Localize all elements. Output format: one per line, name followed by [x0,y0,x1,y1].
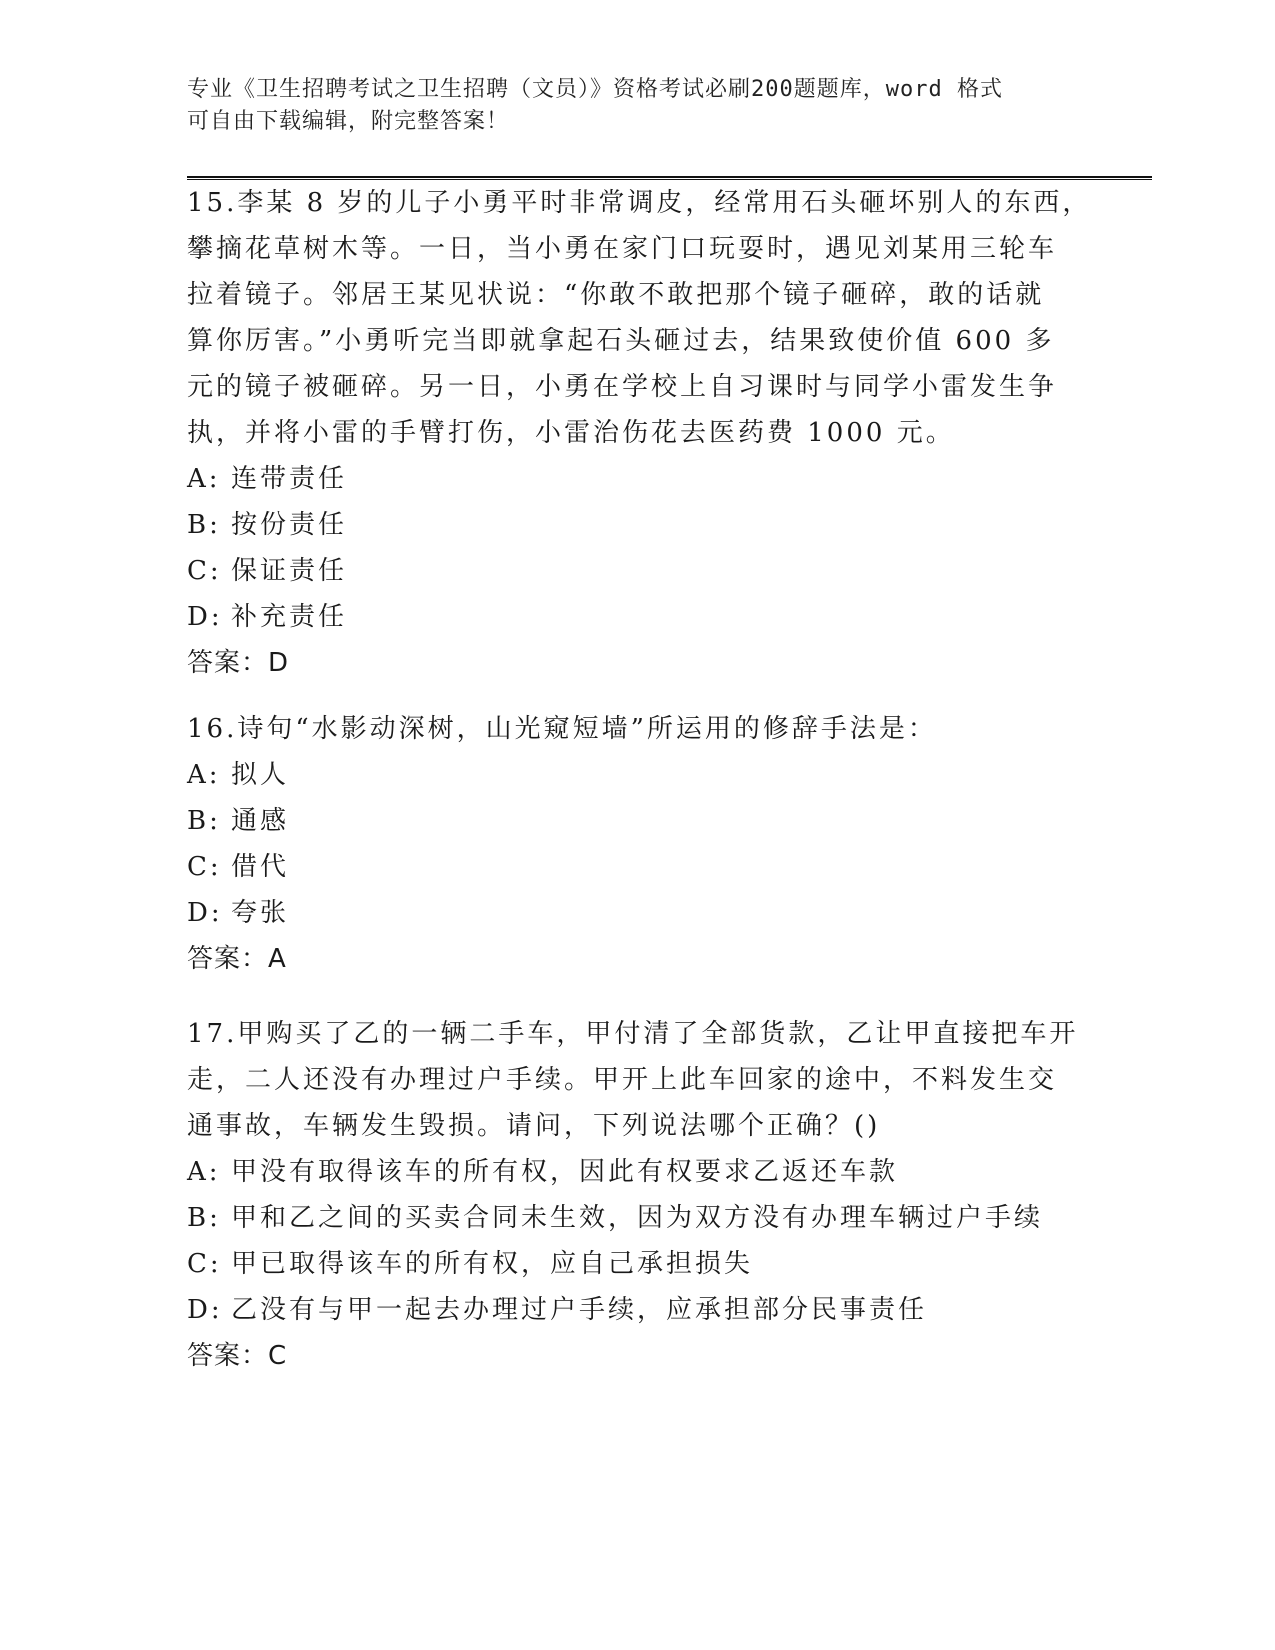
option-text: 保证责任 [231,556,348,586]
option-text: 乙没有与甲一起去办理过户手续，应承担部分民事责任 [231,1295,928,1325]
question-17 [187,1011,1079,1379]
option-text: 甲没有取得该车的所有权，因此有权要求乙返还车款 [231,1157,899,1187]
question-text-line: 算你厉害。”小勇听完当即就拿起石头砸过去，结果致使价值 600 多 [187,326,1055,356]
option-key: C: [187,1249,222,1279]
option-b [187,1195,1067,1241]
option-key: D: [187,1295,223,1325]
option-text: 按份责任 [231,510,348,540]
option-key: A: [187,760,221,790]
option-text: 夸张 [231,898,290,928]
option-a [187,1149,1067,1195]
option-c [187,1241,1067,1287]
option-text: 甲已取得该车的所有权，应自己承担损失 [231,1249,754,1279]
option-key: B: [187,806,221,836]
option-d [187,594,1067,640]
option-key: B: [187,1203,221,1233]
option-key: C: [187,852,222,882]
option-b [187,502,1067,548]
option-d [187,1287,1067,1333]
header-line: 专业《卫生招聘考试之卫生招聘（文员）》资格考试必刷200题题库，word 格式 [187,77,1003,102]
option-text: 通感 [231,806,290,836]
question-text-line: 元的镜子被砸碎。另一日，小勇在学校上自习课时与同学小雷发生争 [187,372,1058,402]
option-key: C: [187,556,222,586]
option-c [187,548,1067,594]
option-c [187,844,1067,890]
option-key: B: [187,510,221,540]
question-text-line: 17.甲购买了乙的一辆二手车，甲付清了全部货款，乙让甲直接把车开 [187,1019,1079,1049]
question-text-line: 拉着镜子。邻居王某见状说：“你敢不敢把那个镜子砸碎，敢的话就 [187,280,1045,310]
answer: 答案：C [187,1341,288,1371]
question-16 [187,706,1067,982]
option-text: 拟人 [231,760,290,790]
question-text-line: 通事故，车辆发生毁损。请问，下列说法哪个正确？() [187,1111,881,1141]
option-text: 借代 [231,852,290,882]
document-header [187,74,1057,138]
option-d [187,890,1067,936]
option-text: 甲和乙之间的买卖合同未生效，因为双方没有办理车辆过户手续 [231,1203,1044,1233]
question-text-line: 执，并将小雷的手臂打伤，小雷治伤花去医药费 1000 元。 [187,418,955,448]
option-text: 连带责任 [231,464,348,494]
answer: 答案：D [187,648,290,678]
header-line: 可自由下载编辑，附完整答案！ [187,109,510,134]
option-key: A: [187,464,221,494]
question-text-line: 16.诗句“水影动深树，山光窥短墙”所运用的修辞手法是： [187,714,937,744]
option-key: A: [187,1157,221,1187]
option-key: D: [187,602,223,632]
option-b [187,798,1067,844]
question-text-line: 攀摘花草树木等。一日，当小勇在家门口玩耍时，遇见刘某用三轮车 [187,234,1058,264]
option-a [187,456,1067,502]
question-text-line: 走，二人还没有办理过户手续。甲开上此车回家的途中，不料发生交 [187,1065,1058,1095]
option-a [187,752,1067,798]
answer: 答案：A [187,944,287,974]
option-key: D: [187,898,223,928]
option-text: 补充责任 [231,602,348,632]
question-text-line: 15.李某 8 岁的儿子小勇平时非常调皮，经常用石头砸坏别人的东西， [187,188,1092,218]
question-15 [187,180,1092,686]
